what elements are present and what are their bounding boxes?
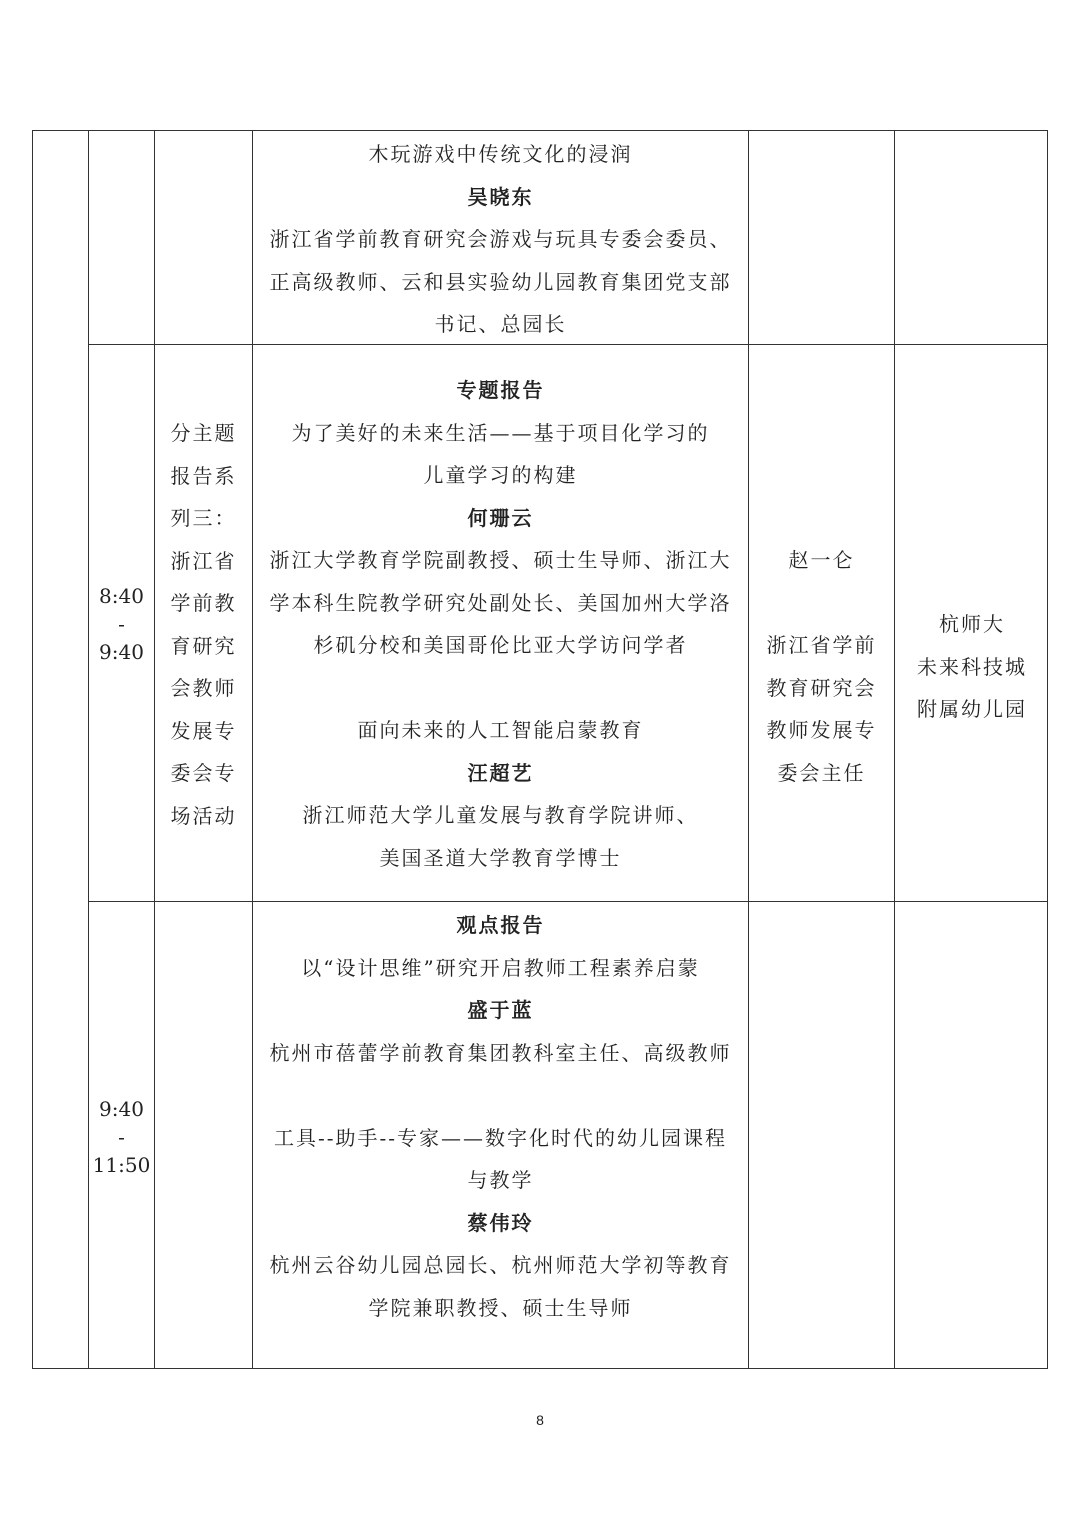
talk-title: 以“设计思维”研究开启教师工程素养启蒙 (301, 955, 700, 980)
speaker-name: 吴晓东 (467, 184, 534, 209)
blank-line (253, 1074, 748, 1117)
venue-line: 未来科技城 (917, 654, 1027, 679)
time-end: 11:50 (92, 1153, 151, 1177)
row3-time (89, 1095, 154, 1179)
theme-line: 浙江省 (170, 548, 237, 573)
row3-content (253, 904, 748, 1329)
venue-line: 附属幼儿园 (917, 697, 1027, 721)
blank-line (253, 667, 748, 710)
talk-title: 为了美好的未来生活——基于项目化学习的 (291, 420, 710, 445)
theme-line: 育研究 (170, 633, 237, 658)
speaker-name: 蔡伟玲 (467, 1210, 534, 1235)
talk-title: 工具--助手--专家——数字化时代的幼儿园课程 (273, 1125, 728, 1150)
theme-line: 发展专 (170, 718, 237, 743)
speaker-bio: 正高级教师、云和县实验幼儿园教育集团党支部 (269, 269, 732, 294)
theme-line: 分主题 (170, 421, 237, 445)
row2-venue (895, 603, 1049, 731)
host-title: 委会主任 (777, 760, 866, 785)
theme-line: 列三： (170, 506, 237, 530)
talk-title: 木玩游戏中传统文化的浸润 (368, 142, 633, 166)
talk-title: 面向未来的人工智能启蒙教育 (357, 718, 644, 742)
speaker-bio: 浙江大学教育学院副教授、硕士生导师、浙江大 (269, 548, 732, 572)
speaker-bio: 杭州市蓓蕾学前教育集团教科室主任、高级教师 (269, 1040, 732, 1065)
row2-content (253, 369, 748, 879)
speaker-name: 汪超艺 (467, 760, 534, 785)
speaker-name: 何珊云 (467, 505, 534, 530)
theme-line: 会教师 (170, 676, 237, 700)
page-number: 8 (536, 1412, 544, 1428)
time-start: 8:40 (99, 584, 144, 608)
theme-line: 学前教 (170, 591, 237, 615)
row-divider (88, 901, 1047, 902)
schedule-table (32, 130, 1048, 1369)
time-dash: - (118, 612, 125, 636)
section-heading: 专题报告 (456, 378, 545, 402)
row1-content (253, 133, 748, 346)
venue-line: 杭师大 (939, 612, 1005, 636)
speaker-bio: 书记、总园长 (434, 312, 567, 336)
time-start: 9:40 (99, 1097, 144, 1121)
speaker-bio: 学本科生院教学研究处副处长、美国加州大学洛 (269, 590, 732, 615)
host-title: 浙江省学前 (766, 633, 877, 657)
theme-line: 委会专 (170, 761, 237, 785)
speaker-bio: 杉矶分校和美国哥伦比亚大学访问学者 (313, 633, 688, 657)
speaker-bio: 学院兼职教授、硕士生导师 (368, 1295, 633, 1320)
blank-line (749, 582, 894, 625)
row2-theme (155, 412, 252, 837)
row2-host (749, 539, 894, 794)
speaker-bio: 杭州云谷幼儿园总园长、杭州师范大学初等教育 (269, 1253, 732, 1277)
talk-title: 与教学 (467, 1168, 534, 1192)
row2-time (89, 582, 154, 666)
column-divider (88, 131, 89, 1368)
time-dash: - (118, 1125, 125, 1149)
speaker-bio: 浙江师范大学儿童发展与教育学院讲师、 (302, 803, 699, 827)
speaker-bio: 美国圣道大学教育学博士 (379, 845, 622, 870)
host-name: 赵一仑 (788, 548, 855, 572)
speaker-name: 盛于蓝 (467, 998, 534, 1022)
section-heading: 观点报告 (456, 913, 545, 937)
host-title: 教师发展专 (766, 718, 877, 742)
theme-line: 报告系 (170, 463, 237, 488)
column-divider (894, 131, 895, 1368)
speaker-bio: 浙江省学前教育研究会游戏与玩具专委会委员、 (269, 227, 732, 251)
talk-title: 儿童学习的构建 (423, 463, 578, 487)
time-end: 9:40 (99, 640, 144, 664)
theme-line: 场活动 (170, 803, 237, 828)
host-title: 教育研究会 (766, 675, 877, 700)
